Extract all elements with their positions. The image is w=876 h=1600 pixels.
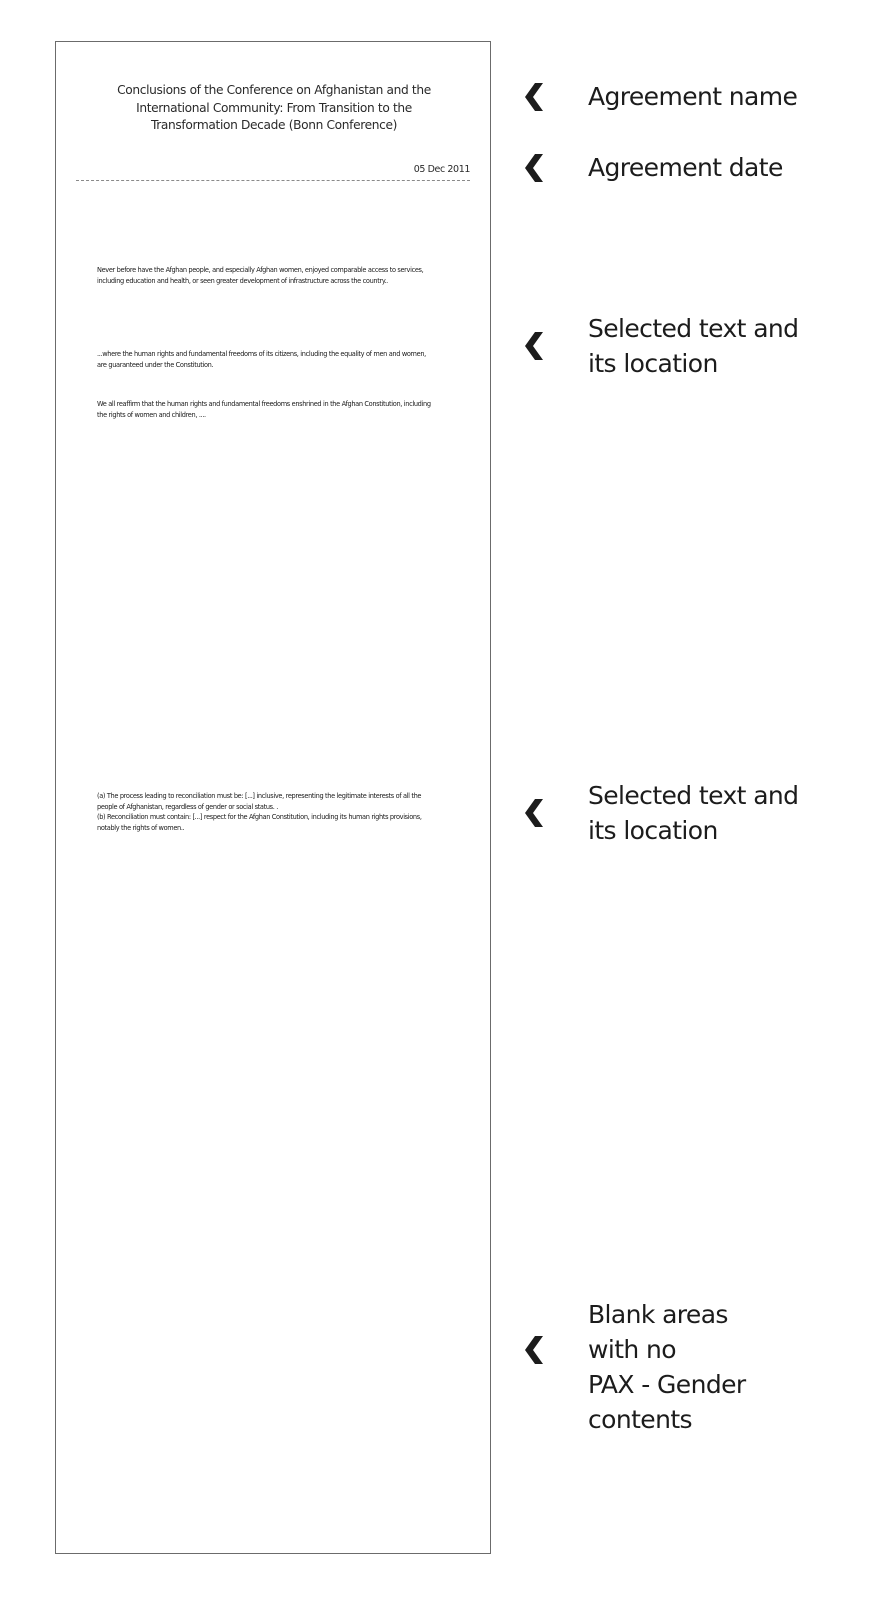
annotation-label: Agreement name	[588, 82, 798, 111]
selected-text-excerpt	[97, 349, 457, 370]
agreement-name-line: Conclusions of the Conference on Afghanistan and the	[117, 83, 431, 97]
annotation-agreement-date	[524, 153, 783, 183]
agreement-name-line: International Community: From Transition to the	[136, 100, 412, 115]
excerpt-line: ...where the human rights and fundamental freedoms of its citizens, including the equality of men and women,	[97, 350, 426, 358]
chevron-left-icon	[524, 82, 544, 112]
agreement-name-line: Transformation Decade (Bonn Conference)	[150, 118, 398, 132]
selected-text-excerpt	[97, 399, 457, 420]
chevron-left-icon	[524, 1335, 544, 1365]
annotation-selected-text-1	[524, 314, 799, 378]
selected-text-excerpt	[97, 791, 457, 833]
agreement-date: 05 Dec 2011	[413, 164, 470, 175]
annotation-agreement-name	[524, 82, 798, 112]
header-divider	[76, 180, 470, 181]
annotation-label: Blank areas with no PAX - Gender contents	[588, 1300, 746, 1434]
excerpt-line: Never before have the Afghan people, and especially Afghan women, enjoyed comparable access to services,	[97, 266, 424, 274]
agreement-document-page	[55, 41, 491, 1554]
chevron-left-icon	[524, 798, 544, 828]
chevron-left-icon	[524, 153, 544, 183]
excerpt-line: notably the rights of women..	[97, 823, 185, 832]
excerpt-line: the rights of women and children, ....	[97, 410, 206, 419]
chevron-left-icon	[524, 331, 544, 361]
selected-text-excerpt	[97, 265, 457, 286]
annotation-label: Agreement date	[588, 153, 783, 182]
excerpt-line: including education and health, or seen greater development of infrastructure across the country..	[97, 276, 388, 285]
annotation-blank-areas	[524, 1300, 746, 1434]
excerpt-line: (a) The process leading to reconciliation must be: [...] inclusive, representing the legitimate interests of all the	[97, 792, 422, 800]
excerpt-line: We all reaffirm that the human rights and fundamental freedoms enshrined in the Afghan Constitution, including	[97, 400, 431, 408]
excerpt-line: people of Afghanistan, regardless of gender or social status. .	[97, 802, 278, 811]
excerpt-line: (b) Reconciliation must contain: [...] respect for the Afghan Constitution, including its human rights provisions,	[97, 813, 422, 821]
excerpt-line: are guaranteed under the Constitution.	[97, 360, 214, 369]
annotation-label: Selected text and its location	[588, 781, 799, 845]
agreement-name	[96, 82, 452, 135]
annotation-label: Selected text and its location	[588, 314, 799, 378]
annotation-selected-text-2	[524, 781, 799, 845]
